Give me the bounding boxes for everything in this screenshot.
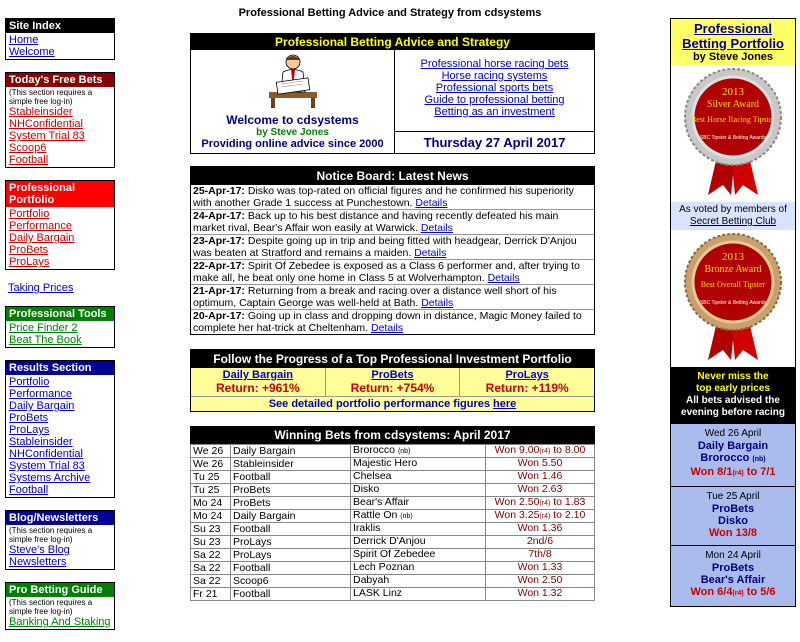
results-stableinsider-link[interactable]: Stableinsider bbox=[9, 436, 73, 448]
win-service: ProBets bbox=[231, 497, 351, 510]
welcome-box bbox=[190, 33, 595, 154]
free-bets-section bbox=[5, 72, 115, 168]
table-row bbox=[191, 484, 595, 497]
winning-bets-box bbox=[190, 426, 595, 601]
win-selection: Spirit Of Zebedee bbox=[351, 549, 486, 562]
win-service: Stableinsider bbox=[231, 458, 351, 471]
portfolio-title-link[interactable]: Professional Betting Portfolio bbox=[682, 21, 784, 51]
win-selection: Bear's Affair bbox=[351, 497, 486, 510]
news-item: 20-Apr-17: Going up in class and dropping down in distance, Magic Money failed to complete her hat-trick at Cheltenham. Details bbox=[191, 309, 594, 334]
recent-tip: Tue 25 April ProBets Disko Won 13/8 bbox=[671, 486, 795, 545]
win-date: Mo 24 bbox=[191, 510, 231, 523]
probets-return: Return: +754% bbox=[350, 381, 435, 395]
silver-award-desc: Best Horse Racing Tipster bbox=[690, 115, 776, 124]
win-selection: Majestic Hero bbox=[351, 458, 486, 471]
win-date: Sa 22 bbox=[191, 575, 231, 588]
secret-betting-club-link[interactable]: Secret Betting Club bbox=[689, 216, 777, 227]
guide-note: (This section requires a simple free log-in) bbox=[9, 598, 93, 616]
businessman-reading-icon bbox=[263, 52, 323, 108]
win-selection: Disko bbox=[351, 484, 486, 497]
results-system-trial-link[interactable]: System Trial 83 bbox=[9, 460, 85, 472]
follow-daily-bargain-link[interactable]: Daily Bargain bbox=[222, 369, 293, 381]
recent-tip: Mon 24 April ProBets Bear's Affair Won 6/4(r4) to 5/6 bbox=[671, 545, 795, 606]
betting-guide-link[interactable]: Guide to professional betting bbox=[424, 94, 565, 106]
win-result: Won 2.63 bbox=[486, 484, 595, 497]
win-result: Won 1.33 bbox=[486, 562, 595, 575]
horse-racing-bets-link[interactable]: Professional horse racing bets bbox=[420, 58, 569, 70]
win-date: Su 23 bbox=[191, 523, 231, 536]
win-service: Football bbox=[231, 471, 351, 484]
news-details-link[interactable]: Details bbox=[421, 297, 454, 309]
silver-award-rosette-icon bbox=[683, 67, 783, 197]
news-details-link[interactable]: Details bbox=[371, 322, 404, 334]
voted-text: As voted by members of bbox=[679, 204, 787, 215]
win-service: Football bbox=[231, 523, 351, 536]
win-service: Daily Bargain bbox=[231, 510, 351, 523]
win-date: Mo 24 bbox=[191, 497, 231, 510]
daily-bargain-return: Return: +961% bbox=[215, 381, 300, 395]
news-details-link[interactable]: Details bbox=[487, 272, 520, 284]
results-nhconfidential-link[interactable]: NHConfidential bbox=[9, 448, 83, 460]
blog-note: (This section requires a simple free log-in) bbox=[9, 526, 93, 544]
taking-prices-link[interactable]: Taking Prices bbox=[8, 282, 74, 294]
news-box bbox=[190, 166, 595, 335]
win-selection: Rattle On (nb) bbox=[351, 510, 486, 523]
win-service: ProLays bbox=[231, 549, 351, 562]
follow-probets-link[interactable]: ProBets bbox=[371, 369, 414, 381]
table-row bbox=[191, 536, 595, 549]
bronze-award-level: Bronze Award bbox=[704, 264, 762, 275]
table-row bbox=[191, 510, 595, 523]
news-item: 23-Apr-17: Despite going up in trip and being fitted with headgear, Derrick D'Anjou was beaten at Stratford and remains a maiden. Details bbox=[191, 234, 594, 259]
tools-section bbox=[5, 306, 115, 348]
news-item: 25-Apr-17: Disko was top-rated on official figures and he confirmed his superiority with another Grade 1 success at Punchestown. Details bbox=[193, 185, 574, 209]
winning-bets-header: Winning Bets from cdsystems: April 2017 bbox=[190, 426, 595, 444]
portfolio-prolays-link[interactable]: ProLays bbox=[9, 256, 50, 268]
bronze-award-org: SBC Tipster & Betting Awards bbox=[699, 300, 767, 306]
portfolio-progress-box bbox=[190, 349, 595, 412]
win-service: Scoop6 bbox=[231, 575, 351, 588]
blog-section bbox=[5, 510, 115, 570]
win-result: Won 1.32 bbox=[486, 588, 595, 601]
beat-the-book-link[interactable]: Beat The Book bbox=[9, 334, 82, 346]
win-selection: Chelsea bbox=[351, 471, 486, 484]
win-result: Won 1.46 bbox=[486, 471, 595, 484]
silver-award-org: SBC Tipster & Betting Awards bbox=[699, 135, 767, 141]
table-row bbox=[191, 523, 595, 536]
results-systems-archive-link[interactable]: Systems Archive bbox=[9, 472, 91, 484]
win-service: ProBets bbox=[231, 484, 351, 497]
bronze-award-rosette-icon bbox=[683, 232, 783, 362]
win-selection: Brorocco (nb) bbox=[351, 445, 486, 458]
welcome-since: Providing online advice since 2000 bbox=[201, 138, 384, 150]
results-portfolio-link[interactable]: Portfolio Performance bbox=[9, 376, 72, 400]
home-link[interactable]: Home bbox=[9, 34, 39, 46]
figures-here-link[interactable]: here bbox=[493, 398, 517, 410]
table-row bbox=[191, 562, 595, 575]
banking-staking-link[interactable]: Banking And Staking bbox=[9, 616, 111, 628]
results-daily-bargain-link[interactable]: Daily Bargain bbox=[9, 400, 75, 412]
portfolio-performance-link[interactable]: Portfolio Performance bbox=[9, 208, 72, 232]
newsletters-link[interactable]: Newsletters bbox=[9, 556, 67, 568]
winning-bets-table bbox=[190, 444, 595, 601]
table-row bbox=[191, 549, 595, 562]
free-stableinsider-link[interactable]: Stableinsider bbox=[9, 106, 73, 118]
win-date: Sa 22 bbox=[191, 562, 231, 575]
page-title: Professional Betting Advice and Strategy from cdsystems bbox=[238, 7, 542, 19]
win-selection: Iraklis bbox=[351, 523, 486, 536]
win-result: Won 5.50 bbox=[486, 458, 595, 471]
news-details-link[interactable]: Details bbox=[414, 247, 447, 259]
silver-award-year: 2013 bbox=[722, 86, 744, 98]
betting-investment-link[interactable]: Betting as an investment bbox=[434, 106, 555, 118]
portfolio-progress-header: Follow the Progress of a Top Professional Investment Portfolio bbox=[191, 350, 594, 368]
win-service: Daily Bargain bbox=[231, 445, 351, 458]
table-row bbox=[191, 497, 595, 510]
win-date: We 26 bbox=[191, 458, 231, 471]
win-service: Football bbox=[231, 562, 351, 575]
win-result: Won 9.00(r4) to 8.00 bbox=[486, 445, 595, 458]
sports-bets-link[interactable]: Professional sports bets bbox=[435, 82, 554, 94]
welcome-title: Welcome to cdsystems bbox=[226, 113, 359, 127]
win-selection: Lech Poznan bbox=[351, 562, 486, 575]
recent-tip: Wed 26 April Daily Bargain Brorocco (nb) Won 8/1(r4) to 7/1 bbox=[671, 423, 795, 486]
win-result: Won 2.50(r4) to 1.83 bbox=[486, 497, 595, 510]
win-selection: Derrick D'Anjou bbox=[351, 536, 486, 549]
win-date: We 26 bbox=[191, 445, 231, 458]
welcome-header: Professional Betting Advice and Strategy bbox=[191, 34, 594, 50]
win-result: Won 1.36 bbox=[486, 523, 595, 536]
price-finder-link[interactable]: Price Finder 2 bbox=[9, 322, 78, 334]
right-portfolio-panel bbox=[670, 18, 796, 607]
tools-title: Professional Tools bbox=[6, 307, 114, 321]
win-date: Su 23 bbox=[191, 536, 231, 549]
early-prices-banner: Never miss the top early prices All bets advised the evening before racing bbox=[671, 367, 795, 423]
guide-title: Pro Betting Guide bbox=[6, 583, 114, 597]
portfolio-daily-bargain-link[interactable]: Daily Bargain bbox=[9, 232, 75, 244]
table-row bbox=[191, 458, 595, 471]
portfolio-by: by Steve Jones bbox=[671, 51, 795, 65]
news-item: 24-Apr-17: Back up to his best distance and having recently defeated his main market rival, Bear's Affair won easily at Warwick. Details bbox=[191, 209, 594, 234]
free-bets-title: Today's Free Bets bbox=[6, 73, 114, 87]
portfolio-probets-link[interactable]: ProBets bbox=[9, 244, 49, 256]
free-system-trial-link[interactable]: System Trial 83 bbox=[9, 130, 85, 142]
results-title: Results Section bbox=[6, 361, 114, 375]
horse-racing-systems-link[interactable]: Horse racing systems bbox=[441, 70, 548, 82]
portfolio-title: Professional Portfolio bbox=[6, 181, 114, 207]
win-result: Won 3.25(r4) to 2.10 bbox=[486, 510, 595, 523]
welcome-link[interactable]: Welcome bbox=[9, 46, 55, 58]
bronze-award bbox=[671, 230, 795, 367]
table-row bbox=[191, 588, 595, 601]
news-item: 21-Apr-17: Returning from a break and racing over a distance well short of his optimum, Captain George was well-held at Bath. Details bbox=[191, 284, 594, 309]
win-date: Sa 22 bbox=[191, 549, 231, 562]
win-result: 2nd/6 bbox=[486, 536, 595, 549]
site-index-title: Site Index bbox=[6, 19, 114, 33]
blog-title: Blog/Newsletters bbox=[6, 511, 114, 525]
left-sidebar bbox=[5, 18, 115, 642]
free-bets-note: (This section requires a simple free log-in) bbox=[9, 88, 93, 106]
bronze-award-desc: Best Overall Tipster bbox=[700, 280, 766, 289]
win-service: Football bbox=[231, 588, 351, 601]
results-section bbox=[5, 360, 115, 498]
news-header: Notice Board: Latest News bbox=[191, 167, 594, 185]
main-column bbox=[190, 33, 595, 610]
table-row bbox=[191, 445, 595, 458]
welcome-by: by Steve Jones bbox=[256, 127, 329, 138]
figures-text: See detailed portfolio performance figures bbox=[268, 398, 494, 410]
current-date: Thursday 27 April 2017 bbox=[395, 131, 594, 153]
portfolio-section bbox=[5, 180, 115, 270]
free-scoop6-link[interactable]: Scoop6 bbox=[9, 142, 47, 154]
follow-prolays-link[interactable]: ProLays bbox=[505, 369, 549, 381]
bronze-award-year: 2013 bbox=[722, 251, 744, 263]
guide-section bbox=[5, 582, 115, 630]
win-result: 7th/8 bbox=[486, 549, 595, 562]
results-football-link[interactable]: Football bbox=[9, 484, 49, 496]
win-selection: Dabyah bbox=[351, 575, 486, 588]
win-service: ProLays bbox=[231, 536, 351, 549]
news-item: 22-Apr-17: Spirit Of Zebedee is exposed as a Class 6 performer and, after trying to make all, he beat only one home in Class 5 at Wolverhampton. Details bbox=[191, 259, 594, 284]
win-result: Won 2.50 bbox=[486, 575, 595, 588]
win-date: Tu 25 bbox=[191, 484, 231, 497]
steves-blog-link[interactable]: Steve's Blog bbox=[9, 544, 70, 556]
free-football-link[interactable]: Football bbox=[9, 154, 49, 166]
win-date: Fr 21 bbox=[191, 588, 231, 601]
table-row bbox=[191, 575, 595, 588]
table-row bbox=[191, 471, 595, 484]
free-nhconfidential-link[interactable]: NHConfidential bbox=[9, 118, 83, 130]
silver-award-level: Silver Award bbox=[706, 99, 760, 110]
silver-award bbox=[671, 65, 795, 202]
win-date: Tu 25 bbox=[191, 471, 231, 484]
results-probets-link[interactable]: ProBets bbox=[9, 412, 49, 424]
site-index-section bbox=[5, 18, 115, 60]
win-selection: LASK Linz bbox=[351, 588, 486, 601]
prolays-return: Return: +119% bbox=[485, 381, 569, 395]
results-prolays-link[interactable]: ProLays bbox=[9, 424, 50, 436]
news-details-link[interactable]: Details bbox=[420, 222, 453, 234]
news-details-link[interactable]: Details bbox=[415, 197, 448, 209]
